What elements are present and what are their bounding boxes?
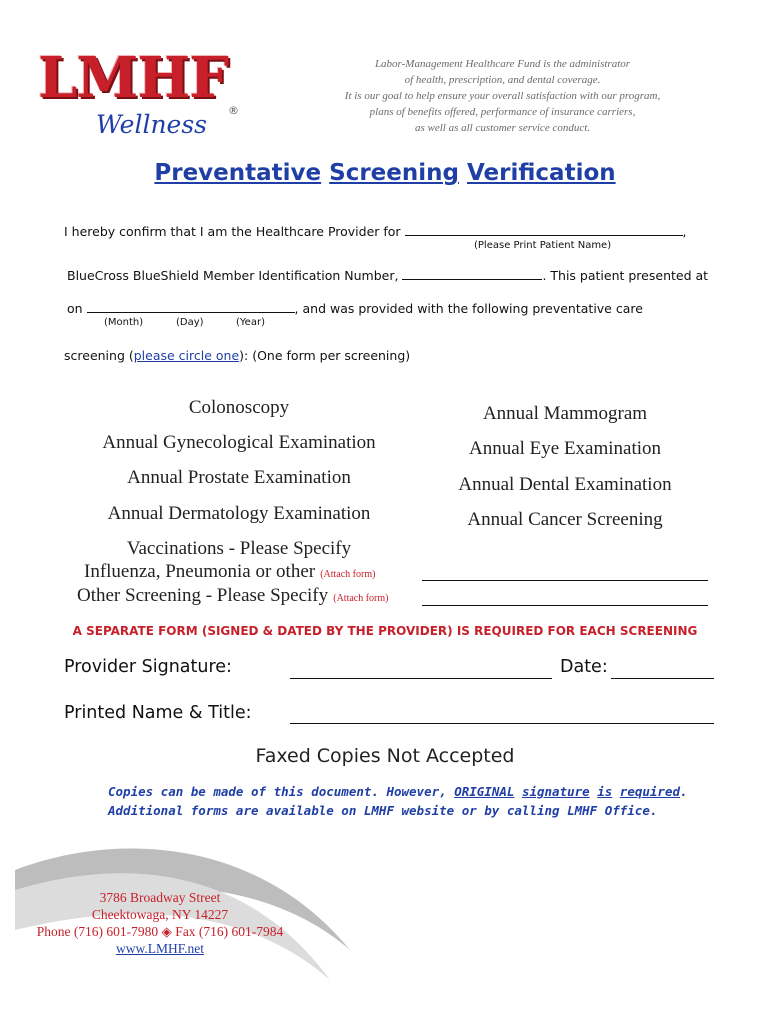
title-word: Preventative [154,160,322,186]
screening-option-other[interactable]: Other Screening - Please Specify [77,585,329,606]
vaccination-specify-field[interactable] [422,580,708,581]
mission-line: of health, prescription, and dental coverage. [404,74,601,86]
member-id-field[interactable] [402,279,542,280]
title-word: Verification [467,160,616,186]
vaccinations-types-text: Influenza, Pneumonia or other [84,561,316,582]
original-word: ORIGINAL [454,784,515,799]
month-caption: (Month) [104,317,144,328]
presented-text: . This patient presented at [542,268,709,283]
title-word: Screening [329,160,459,186]
comma: , [682,224,687,239]
copies-notice [108,782,728,820]
street-address: 3786 Broadway Street [99,890,221,905]
member-id-line [67,268,708,283]
screening-option-eye[interactable]: Annual Eye Examination [468,438,662,459]
year-caption: (Year) [236,317,265,328]
circle-instruction-line [64,348,410,363]
printed-name-title-field[interactable] [290,723,714,724]
please-circle-one-link[interactable]: please circle one [133,348,240,363]
day-caption: (Day) [176,317,204,328]
screening-text: screening ( [64,348,134,363]
lmhf-address-block [20,889,300,957]
page-title [0,160,770,186]
separate-form-warning: A SEPARATE FORM (SIGNED & DATED BY THE PROVIDER) IS REQUIRED FOR EACH SCREENING [72,624,698,638]
screening-option-mammogram[interactable]: Annual Mammogram [482,403,648,424]
vaccinations-specify-line [84,561,375,583]
other-screening-line [77,585,389,607]
copies-text: Copies can be made of this document. However, [108,784,455,799]
patient-name-field[interactable] [405,235,683,236]
signature-word: signature [521,784,590,799]
service-date-field[interactable] [87,312,295,313]
provided-text: , and was provided with the following preventative care [294,301,643,316]
provider-confirm-text: I hereby confirm that I am the Healthcare Provider for [64,224,405,239]
city-state-zip: Cheektowaga, NY 14227 [91,907,229,922]
website-link[interactable]: www.LMHF.net [115,941,205,956]
copies-line-1 [108,782,728,801]
date-label: Date: [560,657,608,677]
screening-option-gynecological[interactable]: Annual Gynecological Examination [102,432,376,453]
screening-option-colonoscopy[interactable]: Colonoscopy [188,397,290,418]
one-form-text: ): (One form per screening) [239,348,411,363]
member-id-text: BlueCross BlueShield Member Identification Number, [67,268,403,283]
lmhf-logo: LMHF [38,45,229,111]
registered-mark: ® [228,104,239,117]
faxed-copies-notice: Faxed Copies Not Accepted [255,745,515,767]
date-field[interactable] [611,678,714,679]
mission-statement [330,56,675,136]
screening-option-dental[interactable]: Annual Dental Examination [458,474,672,495]
provider-confirm-line [64,224,687,239]
mission-line: Labor-Management Healthcare Fund is the administrator [374,58,631,70]
patient-name-caption: (Please Print Patient Name) [474,240,612,251]
on-text: on [67,301,87,316]
phone-fax: Phone (716) 601-7980 ◈ Fax (716) 601-7984 [36,924,284,939]
screening-option-vaccinations[interactable]: Vaccinations - Please Specify [126,538,352,559]
screening-option-cancer[interactable]: Annual Cancer Screening [467,509,663,530]
space [612,784,620,799]
screening-option-dermatology[interactable]: Annual Dermatology Examination [107,503,371,524]
attach-form-note: (Attach form) [320,569,376,580]
printed-name-title-label: Printed Name & Title: [64,703,252,723]
space [514,784,522,799]
provider-signature-label: Provider Signature: [64,657,232,677]
wellness-logo-text: Wellness [96,110,207,139]
mission-line: plans of benefits offered, performance of insurance carriers, [369,106,636,118]
mission-line: as well as all customer service conduct. [414,122,591,134]
attach-form-note: (Attach form) [333,593,389,604]
provider-signature-field[interactable] [290,678,552,679]
mission-line: It is our goal to help ensure your overall satisfaction with our program, [344,90,661,102]
is-word: is [597,784,613,799]
required-word: required [619,784,681,799]
period: . [680,784,688,799]
date-line [67,301,643,316]
screening-option-prostate[interactable]: Annual Prostate Examination [127,467,351,488]
copies-line-2: Additional forms are available on LMHF website or by calling LMHF Office. [108,803,658,818]
other-screening-specify-field[interactable] [422,605,708,606]
